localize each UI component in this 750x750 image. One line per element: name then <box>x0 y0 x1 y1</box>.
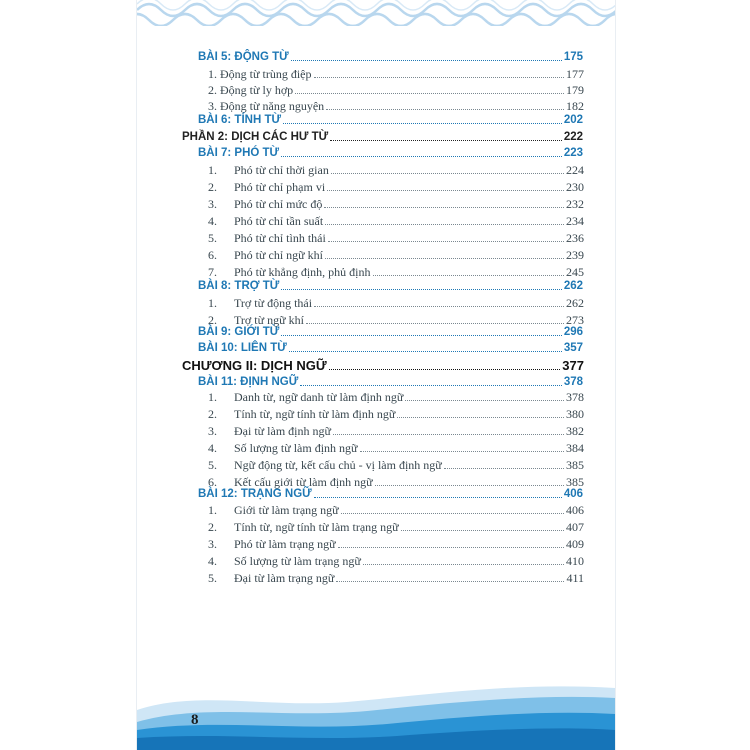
toc-subentry[interactable] <box>208 553 584 569</box>
toc-entry-number: 3. <box>208 537 217 551</box>
dot-leader <box>333 434 564 435</box>
toc-entry-page: 234 <box>566 214 584 228</box>
bottom-wave-decoration <box>137 680 615 750</box>
toc-entry-page: 262 <box>563 280 583 292</box>
dot-leader <box>331 173 564 174</box>
dot-leader <box>329 369 561 370</box>
toc-entry-number: 6. <box>208 475 217 489</box>
toc-entry-page: 411 <box>566 571 584 585</box>
toc-entry-title: PHẦN 2: DỊCH CÁC HƯ TỪ <box>182 131 329 143</box>
toc-entry-title: Ngữ động từ, kết cấu chủ - vị làm định ngữ <box>234 458 442 472</box>
toc-entry-page: 385 <box>566 475 584 489</box>
toc-entry-title: Tính từ, ngữ tính từ làm trạng ngữ <box>234 520 399 534</box>
dot-leader <box>405 400 564 401</box>
toc-entry-page: 378 <box>566 390 584 404</box>
toc-entry-title: Đại từ làm trạng ngữ <box>234 571 335 585</box>
toc-entry-number: 5. <box>208 231 217 245</box>
toc-subentry[interactable] <box>208 247 584 263</box>
dot-leader <box>281 335 561 336</box>
toc-entry-page: 273 <box>566 313 584 327</box>
toc-entry-number: 1. <box>208 296 217 310</box>
dot-leader <box>341 513 564 514</box>
toc-subentry[interactable] <box>208 406 584 422</box>
toc-subentry[interactable] <box>208 162 584 178</box>
toc-entry-bai9[interactable] <box>198 324 583 340</box>
dot-leader <box>295 93 564 94</box>
toc-entry-number: 4. <box>208 554 217 568</box>
toc-subentry[interactable] <box>208 213 584 229</box>
toc-entry-title: Phó từ làm trạng ngữ <box>234 537 336 551</box>
dot-leader <box>324 207 564 208</box>
toc-entry-title: CHƯƠNG II: DỊCH NGỮ <box>182 358 327 373</box>
toc-entry-title: Trợ từ động thái <box>234 296 313 310</box>
toc-entry-chuong2[interactable] <box>182 356 584 374</box>
dot-leader <box>291 60 562 61</box>
toc-entry-page: 239 <box>566 248 584 262</box>
toc-entry-page: 177 <box>566 67 584 81</box>
toc-entry-title: BÀI 8: TRỢ TỪ <box>198 280 280 292</box>
toc-entry-page: 380 <box>566 407 584 421</box>
toc-entry-title: 3. Động từ năng nguyện <box>208 99 325 113</box>
toc-entry-title: Danh từ, ngữ danh từ làm định ngữ <box>234 390 404 404</box>
toc-entry-page: 232 <box>566 197 584 211</box>
dot-leader <box>289 351 562 352</box>
toc-entry-bai10[interactable] <box>198 340 583 356</box>
toc-entry-page: 382 <box>566 424 584 438</box>
toc-entry-number: 7. <box>208 265 217 279</box>
toc-subentry[interactable] <box>208 66 584 82</box>
toc-entry-number: 1. <box>208 163 217 177</box>
toc-entry-number: 2. <box>208 520 217 534</box>
toc-entry-page: 385 <box>566 458 584 472</box>
dot-leader <box>300 385 562 386</box>
toc-entry-title: Đại từ làm định ngữ <box>234 424 331 438</box>
toc-entry-title: Trợ từ ngữ khí <box>234 313 304 327</box>
toc-entry-page: 236 <box>566 231 584 245</box>
toc-entry-number: 5. <box>208 571 217 585</box>
toc-subentry[interactable] <box>208 423 584 439</box>
toc-entry-bai7[interactable] <box>198 145 583 161</box>
toc-entry-title: Phó từ khẳng định, phủ định <box>234 265 371 279</box>
toc-subentry[interactable] <box>208 82 584 98</box>
toc-entry-title: BÀI 9: GIỚI TỪ <box>198 326 280 338</box>
toc-entry-title: 1. Động từ trùng điệp <box>208 67 312 81</box>
dot-leader <box>401 530 564 531</box>
toc-entry-title: BÀI 11: ĐỊNH NGỮ <box>198 376 299 388</box>
dot-leader <box>360 451 564 452</box>
toc-entry-page: 223 <box>563 147 583 159</box>
toc-entry-number: 2. <box>208 180 217 194</box>
toc-entry-bai11[interactable] <box>198 374 583 390</box>
dot-leader <box>325 224 564 225</box>
toc-subentry[interactable] <box>208 295 584 311</box>
toc-entry-bai6[interactable] <box>198 112 583 128</box>
dot-leader <box>336 581 564 582</box>
dot-leader <box>326 109 564 110</box>
toc-entry-title: Tính từ, ngữ tính từ làm định ngữ <box>234 407 396 421</box>
page-number: 8 <box>191 712 199 728</box>
toc-entry-page: 409 <box>566 537 584 551</box>
toc-entry-number: 6. <box>208 248 217 262</box>
toc-entry-number: 1. <box>208 503 217 517</box>
dot-leader <box>314 497 562 498</box>
toc-entry-number: 4. <box>208 214 217 228</box>
toc-subentry[interactable] <box>208 502 584 518</box>
dot-leader <box>397 417 564 418</box>
dot-leader <box>327 190 564 191</box>
book-page <box>137 0 615 750</box>
toc-entry-page: 378 <box>563 376 583 388</box>
toc-entry-page: 357 <box>563 342 583 354</box>
toc-entry-title: BÀI 7: PHÓ TỪ <box>198 147 280 159</box>
toc-entry-title: Kết cấu giới từ làm định ngữ <box>234 475 373 489</box>
toc-entry-page: 230 <box>566 180 584 194</box>
toc-entry-title: BÀI 5: ĐỘNG TỪ <box>198 51 289 63</box>
toc-subentry[interactable] <box>208 389 584 405</box>
dot-leader <box>283 123 562 124</box>
toc-entry-number: 2. <box>208 313 217 327</box>
toc-entry-bai12[interactable] <box>198 486 583 502</box>
toc-entry-page: 224 <box>566 163 584 177</box>
dot-leader <box>373 275 564 276</box>
toc-entry-page: 407 <box>566 520 584 534</box>
toc-entry-number: 4. <box>208 441 217 455</box>
toc-subentry[interactable] <box>208 457 584 473</box>
toc-entry-title: Số lượng từ làm định ngữ <box>234 441 358 455</box>
toc-entry-title: Phó từ chỉ tần suất <box>234 214 324 228</box>
toc-entry-title: Phó từ chỉ mức độ <box>234 197 323 211</box>
toc-entry-title: Phó từ chỉ thời gian <box>234 163 329 177</box>
toc-entry-page: 384 <box>566 441 584 455</box>
toc-subentry[interactable] <box>208 519 584 535</box>
toc-subentry[interactable] <box>208 230 584 246</box>
toc-entry-bai8[interactable] <box>198 278 583 294</box>
toc-entry-title: Phó từ chỉ tình thái <box>234 231 326 245</box>
toc-entry-page: 377 <box>562 358 584 373</box>
toc-entry-number: 3. <box>208 197 217 211</box>
dot-leader <box>330 140 562 141</box>
toc-subentry[interactable] <box>208 440 584 456</box>
toc-entry-page: 262 <box>566 296 584 310</box>
toc-entry-title: BÀI 12: TRẠNG NGỮ <box>198 488 312 500</box>
dot-leader <box>338 547 564 548</box>
toc-subentry[interactable] <box>208 570 584 586</box>
toc-entry-bai5[interactable] <box>198 49 583 65</box>
toc-entry-page: 410 <box>566 554 584 568</box>
toc-entry-phan2[interactable] <box>182 129 583 145</box>
toc-entry-number: 5. <box>208 458 217 472</box>
toc-entry-title: Phó từ chỉ ngữ khí <box>234 248 324 262</box>
toc-entry-title: BÀI 6: TÍNH TỪ <box>198 114 282 126</box>
toc-entry-number: 3. <box>208 424 217 438</box>
toc-entry-page: 245 <box>566 265 584 279</box>
dot-leader <box>281 289 561 290</box>
toc-entry-page: 179 <box>566 83 584 97</box>
toc-subentry[interactable] <box>208 179 584 195</box>
dot-leader <box>444 468 564 469</box>
dot-leader <box>314 306 564 307</box>
toc-entry-page: 296 <box>563 326 583 338</box>
toc-entry-title: 2. Động từ ly hợp <box>208 83 294 97</box>
toc-entry-title: BÀI 10: LIÊN TỪ <box>198 342 287 354</box>
toc-entry-title: Số lượng từ làm trạng ngữ <box>234 554 361 568</box>
toc-entry-page: 175 <box>563 51 583 63</box>
dot-leader <box>281 156 562 157</box>
top-wave-decoration <box>137 0 615 26</box>
toc-entry-page: 406 <box>566 503 584 517</box>
toc-subentry[interactable] <box>208 536 584 552</box>
toc-entry-number: 2. <box>208 407 217 421</box>
toc-entry-page: 406 <box>563 488 583 500</box>
toc-entry-page: 222 <box>563 131 583 143</box>
toc-entry-number: 1. <box>208 390 217 404</box>
toc-subentry[interactable] <box>208 196 584 212</box>
dot-leader <box>314 77 565 78</box>
toc-entry-page: 182 <box>566 99 584 113</box>
toc-entry-title: Giới từ làm trạng ngữ <box>234 503 339 517</box>
dot-leader <box>325 258 564 259</box>
dot-leader <box>363 564 564 565</box>
toc-entry-page: 202 <box>563 114 583 126</box>
toc-entry-title: Phó từ chỉ phạm vi <box>234 180 326 194</box>
dot-leader <box>328 241 564 242</box>
